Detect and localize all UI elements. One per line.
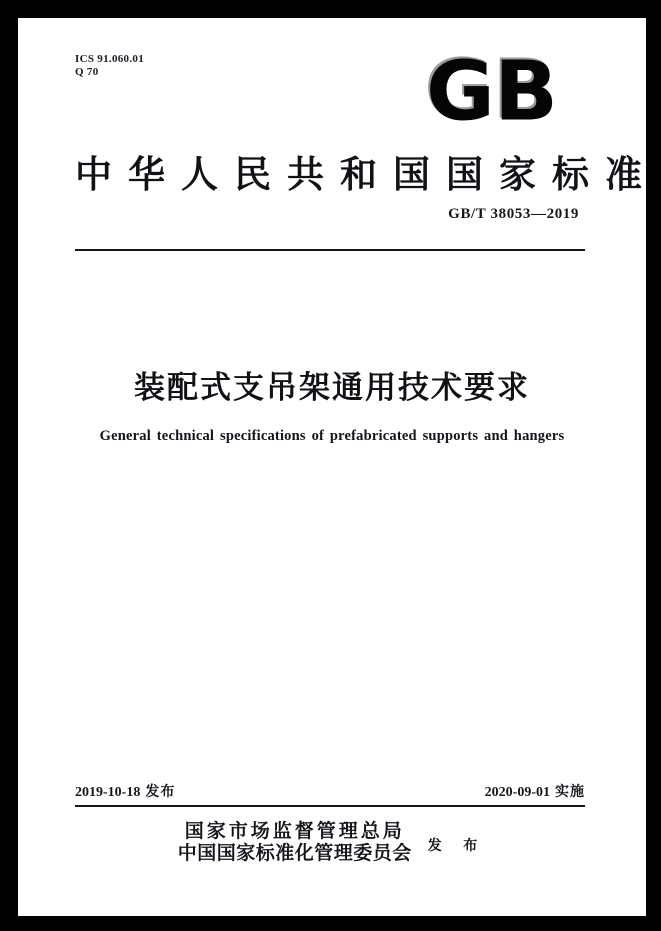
bottom-divider-line xyxy=(75,805,585,807)
issue-date: 2019-10-18 xyxy=(75,785,141,800)
standard-title-english: General technical specifications of prefabricated supports and hangers xyxy=(99,428,565,444)
gb-logo: GB xyxy=(426,42,557,140)
standard-cover-page xyxy=(18,18,658,916)
standard-title-chinese: 装配式支吊架通用技术要求 xyxy=(134,370,530,405)
standard-number: GB/T 38053—2019 xyxy=(448,206,579,222)
issuer-block xyxy=(75,821,589,865)
issuer-name-1: 国家市场监督管理总局 xyxy=(184,821,405,842)
issuer-names xyxy=(178,821,412,865)
national-standard-heading: 中华人民共和国国家标准 xyxy=(75,155,658,196)
date-row xyxy=(75,781,585,801)
implementation-date-label: 实施 xyxy=(555,785,585,800)
ics-classification-block xyxy=(75,53,144,79)
publish-label: 发 布 xyxy=(427,839,487,854)
implementation-date: 2020-09-01 xyxy=(484,785,550,800)
ics-code: ICS 91.060.01 xyxy=(75,53,144,65)
issue-date-group xyxy=(75,781,175,801)
issuer-name-2: 中国国家标准化管理委员会 xyxy=(177,843,412,864)
implementation-date-group xyxy=(485,781,585,801)
classification-code: Q 70 xyxy=(75,66,99,78)
issue-date-label: 发布 xyxy=(145,785,176,800)
top-divider-line xyxy=(75,249,585,251)
